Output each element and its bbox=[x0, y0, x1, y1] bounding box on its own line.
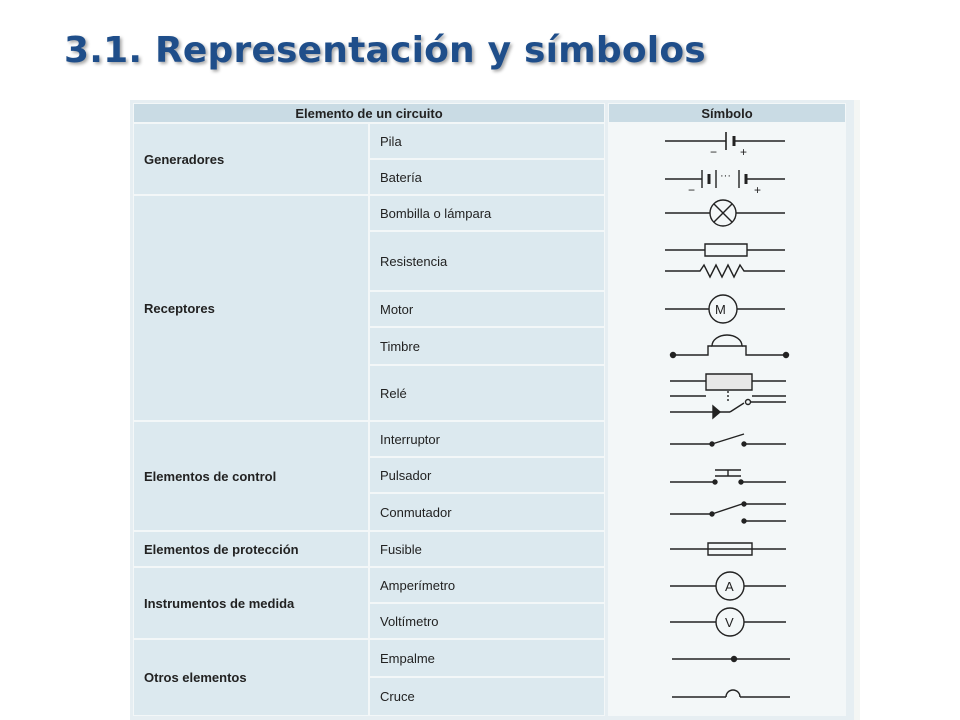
ammeter-letter: A bbox=[725, 579, 734, 594]
symbol-table bbox=[130, 100, 860, 720]
row-fusible: Fusible bbox=[369, 531, 605, 567]
battery-plus: + bbox=[754, 183, 762, 197]
group-label: Instrumentos de medida bbox=[144, 595, 295, 611]
row-bateria: Batería bbox=[369, 159, 605, 195]
pile-plus: + bbox=[740, 145, 748, 159]
ammeter-icon bbox=[670, 572, 786, 600]
row-resistencia: Resistencia bbox=[369, 231, 605, 291]
row-bombilla: Bombilla o lámpara bbox=[369, 195, 605, 231]
row-cruce: Cruce bbox=[369, 677, 605, 716]
relay-icon bbox=[670, 374, 786, 418]
crossing-icon bbox=[672, 690, 790, 697]
row-pila: Pila bbox=[369, 123, 605, 159]
row-interruptor: Interruptor bbox=[369, 421, 605, 457]
motor-letter: M bbox=[715, 302, 726, 317]
row-pulsador: Pulsador bbox=[369, 457, 605, 493]
lamp-icon bbox=[665, 200, 785, 226]
row-timbre: Timbre bbox=[369, 327, 605, 365]
header-symbol: Símbolo bbox=[608, 103, 846, 123]
header-element: Elemento de un circuito bbox=[133, 103, 605, 123]
pile-minus: − bbox=[710, 145, 718, 159]
page-title: 3.1. Representación y símbolos bbox=[64, 30, 706, 71]
bell-icon bbox=[671, 335, 789, 358]
group-label: Elementos de protección bbox=[144, 541, 299, 557]
symbols-layer bbox=[130, 100, 860, 720]
row-motor: Motor bbox=[369, 291, 605, 327]
row-voltimetro: Voltímetro bbox=[369, 603, 605, 639]
row-empalme: Empalme bbox=[369, 639, 605, 677]
battery-cell-icon bbox=[665, 132, 785, 159]
battery-minus: − bbox=[688, 183, 696, 197]
group-label: Generadores bbox=[144, 151, 225, 167]
fuse-icon bbox=[670, 543, 786, 555]
row-rele: Relé bbox=[369, 365, 605, 421]
voltmeter-letter: V bbox=[725, 615, 734, 630]
group-label: Otros elementos bbox=[144, 670, 247, 685]
voltmeter-icon bbox=[670, 608, 786, 636]
changeover-switch-icon bbox=[670, 502, 786, 523]
group-label: Receptores bbox=[144, 300, 215, 316]
row-conmutador: Conmutador bbox=[369, 493, 605, 531]
resistor-icon bbox=[665, 244, 785, 277]
sheet-edge bbox=[854, 100, 860, 720]
junction-icon bbox=[672, 657, 790, 662]
group-label: Elementos de control bbox=[144, 468, 277, 484]
battery-icon bbox=[665, 170, 785, 197]
row-amperimetro: Amperímetro bbox=[369, 567, 605, 603]
battery-dots: ··· bbox=[720, 170, 731, 182]
pushbutton-icon bbox=[670, 470, 786, 484]
motor-icon bbox=[665, 295, 785, 323]
switch-icon bbox=[670, 434, 786, 446]
